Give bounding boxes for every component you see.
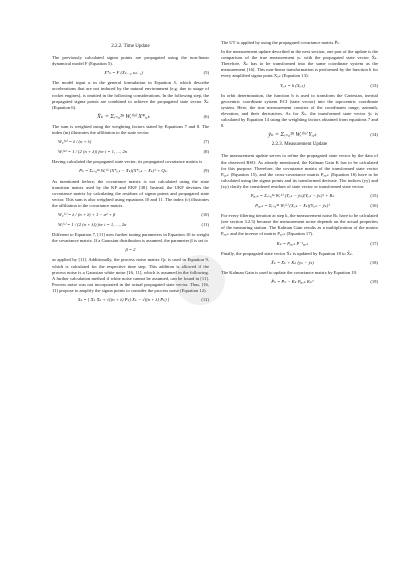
equation-10: W₀⁽ᶜ⁾ = λ / (n + λ) + 1 − α² + β (10): [58, 211, 209, 217]
equation-17: Kₖ = Pₓᵧ,ₖ P⁻¹ᵧᵧ,ₖ (17): [276, 240, 378, 246]
paragraph: Finally, the propagated state vector X̄ₖ is updated by Equation 18 to X̂ₖ.: [221, 250, 354, 256]
paragraph: The model input u in the general formulation in Equation 5, which describe accelerations that are not induced by the natural environment (e.g. due to usage of rocket engines), is omitted in the following considerations. In the following step, the propagated sigma points are combined to achieve the propagated state vector X̄ₖ (Equation 6).: [52, 80, 209, 110]
equation-15: Pᵧᵧ,ₖ = Σᵢ₌₀²ⁿ Wᵢ⁽ᶜ⁾ (Yᵢ,ₖ − ȳₖ)(Yᵢ,ₖ − ȳₖ)ᵀ + Rₖ (15): [250, 192, 378, 198]
equation-14: ȳₖ = Σᵢ₌₀²ⁿ Wᵢ⁽ᵐ⁾ Yᵢ,ₖ (14): [268, 132, 378, 139]
paragraph: The sum is weighted using the weighting factors stated by Equations 7 and 8. The index (m) illustrates the affiliation to the state vector.: [52, 123, 209, 136]
paragraph: In orbit determination, the function h is used to transform the Cartesian, inertial geocentric coordinate system ECI (state vector) into the topocentric coordinate system. Here, the true measurement consists of the coordinates range, azimuth, elevation, and their derivatives. As for X̄ₖ, the transformed state vector ȳₖ is calculated by Equation 14 using the weighting factors obtained from equations 7 and 8.: [221, 92, 378, 129]
right-column: [221, 40, 378, 545]
equation-19: P̂ₖ = P̄ₖ − Kₖ Pᵧᵧ,ₖ Kₖᵀ (19): [271, 278, 378, 284]
section-heading-measurement-update: 2.2.3. Measurement Update: [271, 142, 328, 148]
equation-13: Yᵢ,ₖ = h (Xᵢ,ₖ) (13): [280, 82, 378, 88]
equation-9: P̄ₖ = Σᵢ₌₀²ⁿ Wᵢ⁽ᶜ⁾ (X*ᵢ,ₖ − X̄ₖ)(X*ᵢ,ₖ − X̄ₖ)ᵀ + Qₖ. (9): [79, 168, 209, 174]
paragraph: The UT is applied by using the propagated covariance matrix P̄ₖ.: [221, 40, 341, 45]
paragraph: Having calculated the propagated state vector, its propagated covariance matrix is: [52, 159, 203, 165]
paragraph: as applied by [11]. Additionally, the process noise matrix Qₖ is used in Equation 9, which is calculated for the respective time step. This addition is allowed if the process noise is a Gaussian white noise [16, 11], which is assumed in the following. A further calculation method if white noise cannot be assumed, can be found in [11]. Process noise was not incorporated in the actual propagated state vector. Thus, [16, 11] propose to amplify the sigma points to consider the process noise (Equation 12).: [52, 257, 209, 293]
equation-12: Xₖ = [ X̄ₖ X̄ₖ + √((n + λ) P̄ₖ) X̄ₖ − √((n + λ) P̄ₖ) ] (12): [77, 297, 209, 302]
section-heading-time-update: 2.2.2. Time Update: [111, 44, 150, 49]
watermark-logo: [175, 255, 225, 305]
paragraph: The measurement update serves to refine the propagated state vector by the data of the observed RSO. As already mentioned, the Kalman Gain K has to be calculated for this purpose. Therefore, the covariance matrix of the transformed state vector Pᵧᵧ,ₖ (Equation 15), and the cross-covariance matrix Pₓᵧ,ₖ (Equation 16) have to be calculated using the sigma points and its transformed derivate. The indices (yy) and (xy) clarify the considered residues of state vector or transformed state vector.: [221, 153, 378, 189]
equation-7: W₀⁽ᵐ⁾ = λ / (n + λ) (7): [58, 139, 209, 145]
equation-8: Wᵢ⁽ᵐ⁾ = 1 / (2 (n + λ)) for i = 1, …, 2n (8): [58, 149, 209, 155]
paragraph: As mentioned before, the covariance matrix is not calculated using the state transition matrix used by the KF and EKF [38]. Instead, the UKF deviates the covariance matrix by calculating the residues of sigma points and propagated state vector. This sum is also weighted using equations 10 and 11. The index (c) illustrates the affiliation to the covariance matrix.: [52, 178, 209, 208]
equation-16: Pₓᵧ,ₖ = Σᵢ₌₀²ⁿ Wᵢ⁽ᶜ⁾ (Xᵢ,ₖ − X̄ₖ)(Yᵢ,ₖ − ȳₖ)ᵀ (16): [255, 203, 378, 209]
paragraph: The previously calculated sigma points are propagated using the non-linear dynamical model F (Equation 5).: [52, 55, 209, 67]
paragraph: In the measurement update described in the next section, one part of the update is the comparison of the true measurement yₖ with the propagated state vector X̄ₖ. Therefore, X̄ₖ has to be transformed into the same coordinate system as the measurement [16]. This non-linear transformation is performed by the function h for every amplified sigma point Xᵢ,ₖ (Equation 13):: [221, 49, 378, 79]
equation-18: X̂ₖ = X̄ₖ + Kₖ (yₖ − ȳₖ) (18): [271, 259, 378, 265]
equation-6: X̄ₖ = Σᵢ₌₀²ⁿ Wᵢ⁽ᵐ⁾ X*ᵢ,ₖ (6): [97, 113, 209, 120]
paragraph: For every filtering iteration at step k, the measurement noise Rₖ have to be calculated (see section 3.2.5) because the measurement noise depends on the actual properties of the measuring station. The Kalman Gain results as a multiplication of the matrix Pₓᵧ,ₖ and the inverse of matrix Pᵧᵧ,ₖ (Equation 17).: [221, 213, 378, 237]
paragraph: The Kalman Gain is used to update the covariance matrix by Equation 19.: [221, 269, 358, 275]
equation-beta: β = 2: [125, 247, 136, 253]
equation-11: Wᵢ⁽ᶜ⁾ = 1 / (2 (n + λ)) for i = 1, …, 2n (11): [58, 222, 209, 228]
paragraph: Different to Equation 7, [11] uses further tuning parameters in Equation 10 to weight the covariance matrix. If a Gaussian distribution is assumed, the parameter β is set to: [52, 232, 209, 244]
equation-5: X*ₖ = F (Xₖ₋₁, uₖ₋₁) (5): [104, 70, 209, 76]
